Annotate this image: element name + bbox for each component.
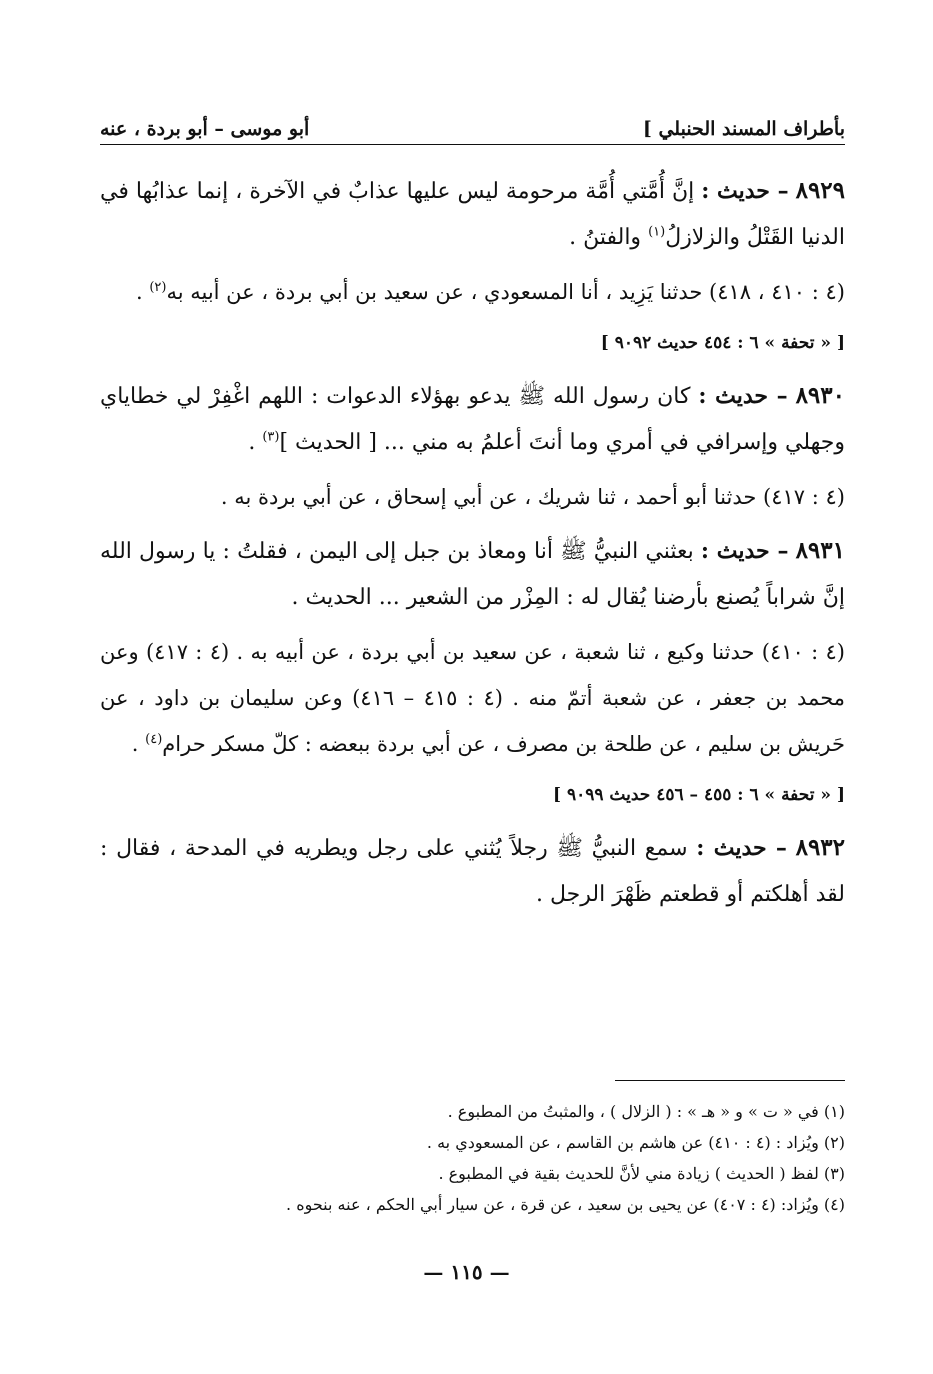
isnad <box>100 629 845 767</box>
hadith-keyword: – حديث : <box>700 538 789 564</box>
hadith-number: ٨٩٢٩ <box>795 177 846 204</box>
main-text <box>100 168 845 926</box>
hadith-keyword: – حديث : <box>698 383 788 409</box>
running-header <box>100 100 845 145</box>
tuhfa-reference: [ « تحفة » ٦ : ٤٥٥ – ٤٥٦ حديث ٩٠٩٩ ] <box>552 785 845 805</box>
isnad-text: (٤ : ٤١٠) حدثنا وكيع ، ثنا شعبة ، عن سعيد بن أبي بردة ، عن أبيه به . (٤ : ٤١٧) وعن محمد بن جعفر ، عن شعبة أتمّ منه . (٤ : ٤١٥ – ٤١٦) وعن سليمان بن داود ، عن حَريش بن سليم ، عن طلحة بن مصرف ، عن أبي بردة ببعضه : كلّ مسكر حرام <box>100 640 845 756</box>
isnad <box>100 269 845 315</box>
isnad-end: . <box>131 732 139 756</box>
hadith-entry <box>100 168 845 261</box>
hadith-entry <box>100 825 845 918</box>
footnote-ref[interactable]: (١) <box>648 224 666 240</box>
footnote-3: (٣) لفظ ( الحديث ) زيادة مني لأنَّ للحديث بقية في المطبوع . <box>438 1164 845 1183</box>
hadith-entry <box>100 373 845 466</box>
hadith-entry <box>100 528 845 621</box>
footnotes <box>100 1096 845 1220</box>
hadith-number: ٨٩٣٢ <box>795 834 846 861</box>
page-number: — ١١٥ — <box>423 1260 510 1284</box>
hadith-keyword: – حديث : <box>696 835 787 861</box>
header-author-section: أبو موسى – أبو بردة ، عنه <box>100 118 310 140</box>
hadith-text: سمع النبيُّ ﷺ رجلاً يُثني على رجل ويطريه في المدحة ، فقال : لقد أهلكتم أو قطعتم ظَهْرَ الرجل . <box>100 836 845 907</box>
hadith-number: ٨٩٣٠ <box>795 382 845 409</box>
hadith-keyword: – حديث : <box>701 178 789 204</box>
footnote-ref[interactable]: (٣) <box>262 429 280 445</box>
hadith-text-end: . <box>248 430 256 455</box>
tuhfa-reference: [ « تحفة » ٦ : ٤٥٤ حديث ٩٠٩٢ ] <box>600 333 845 353</box>
isnad-end: . <box>135 280 143 304</box>
hadith-number: ٨٩٣١ <box>795 537 845 564</box>
footnote-2: (٢) ويُزاد : (٤ : ٤١٠) عن هاشم بن القاسم ، عن المسعودي به . <box>426 1133 845 1152</box>
footnote-divider <box>615 1080 845 1081</box>
isnad-text: (٤ : ٤١٠ ، ٤١٨) حدثنا يَزِيد ، أنا المسعودي ، عن سعيد بن أبي بردة ، عن أبيه به <box>166 280 845 304</box>
hadith-text: بعثني النبيُّ ﷺ أنا ومعاذ بن جبل إلى اليمن ، فقلتُ : يا رسول الله إنَّ شراباً يُصنع بأرضنا يُقال له : المِزْر من الشعير ... الحديث . <box>100 539 845 610</box>
footnote-4: (٤) ويُزاد: (٤ : ٤٠٧) عن يحيى بن سعيد ، عن قرة ، عن سيار أبي الحكم ، عنه بنحوه . <box>286 1195 845 1214</box>
isnad <box>100 474 845 520</box>
isnad-text: (٤ : ٤١٧) حدثنا أبو أحمد ، ثنا شريك ، عن أبي إسحاق ، عن أبي بردة به . <box>220 485 845 509</box>
hadith-text: إنَّ أُمَّتي أُمَّة مرحومة ليس عليها عذابٌ في الآخرة ، إنما عذابُها في الدنيا القَتْلُ والزلازلُ <box>100 179 845 250</box>
footnote-1: (١) في « ت » و « هـ » : ( الزلال ) ، والمثبتُ من المطبوع . <box>447 1102 845 1121</box>
header-book-title: بأطراف المسند الحنبلي ] <box>642 118 845 140</box>
hadith-text-end: والفتنُ . <box>569 225 642 250</box>
footnote-ref[interactable]: (٤) <box>145 732 163 747</box>
hadith-text: كان رسول الله ﷺ يدعو بهؤلاء الدعوات : اللهم اغْفِرْ لي خطاياي وجهلي وإسرافي في أمري وما أنتَ أعلمُ به مني ... [ الحديث ] <box>100 384 845 455</box>
footnote-ref[interactable]: (٢) <box>149 280 167 295</box>
